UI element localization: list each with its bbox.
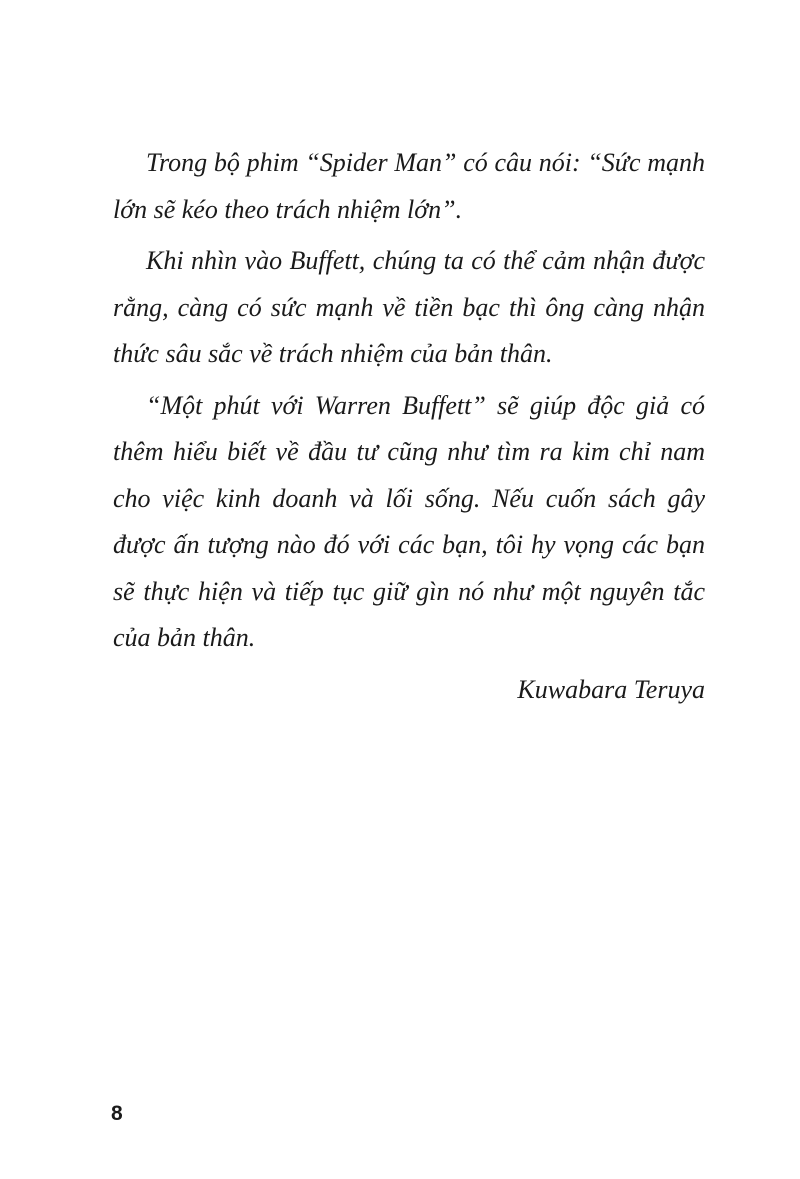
paragraph-spider-man-quote: Trong bộ phim “Spider Man” có câu nói: “Sức mạnh lớn sẽ kéo theo trách nhiệm lớn”.: [113, 148, 705, 224]
paragraph-buffett-responsibility: Khi nhìn vào Buffett, chúng ta có thể cảm nhận được rằng, càng có sức mạnh về tiền bạc thì ông càng nhận thức sâu sắc về trách nhiệm của bản thân.: [113, 246, 705, 368]
paragraph-book-purpose: “Một phút với Warren Buffett” sẽ giúp độc giả có thêm hiểu biết về đầu tư cũng như tìm ra kim chỉ nam cho việc kinh doanh và lối sống. Nếu cuốn sách gây được ấn tượng nào đó với các bạn, tôi hy vọng các bạn sẽ thực hiện và tiếp tục giữ gìn nó như một nguyên tắc của bản thân.: [113, 390, 705, 652]
body-text: [113, 140, 705, 718]
author-signature: Kuwabara Teruya: [517, 674, 705, 704]
page-number: 8: [111, 1102, 123, 1125]
